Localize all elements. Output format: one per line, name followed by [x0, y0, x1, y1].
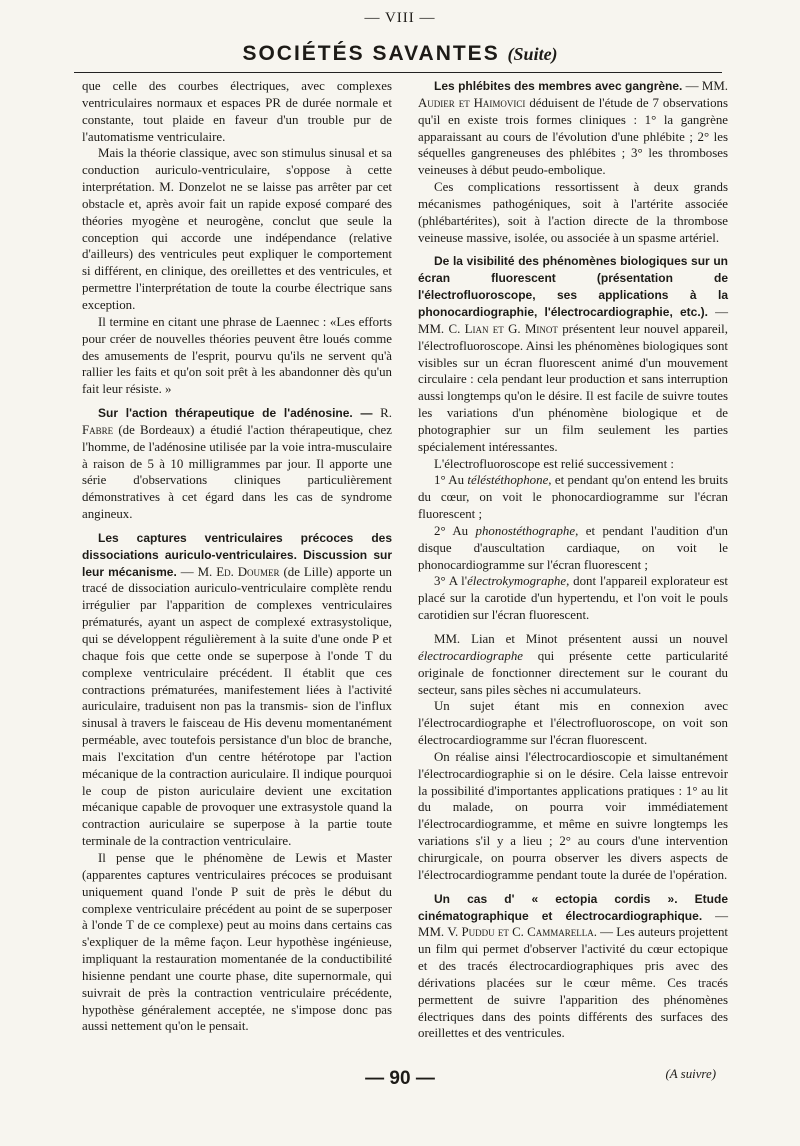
paragraph: 2° Au phonostéthographe, et pendant l'audition d'un disque d'auscultation cardiaque, on voit le phonocardiogramme sur l'écran fluorescent ; [418, 523, 728, 572]
section-header [0, 42, 800, 66]
paragraph-adenosine [82, 405, 392, 523]
header-title: SOCIÉTÉS SAVANTES [242, 42, 500, 65]
dash: — MM. [418, 908, 728, 940]
page-number-bottom: — 90 — [365, 1068, 435, 1089]
paragraph: L'électrofluoroscope est relié successivement : [434, 456, 674, 471]
paragraph: que celle des courbes électriques, avec complexes ventriculaires normaux et espaces PR de durée normale et constante, tout plaide en faveur d'un trouble pur de l'automatisme ventriculaire. [82, 79, 392, 144]
a-suivre: (A suivre) [665, 1067, 716, 1082]
dash: — MM. [682, 79, 729, 93]
paragraph-phlebites [418, 78, 728, 179]
page-number-top: — VIII — [364, 10, 436, 26]
author: V. Puddu et C. Cammarella [447, 925, 594, 940]
article-text: (de Bordeaux) a étudié l'action thérapeutique, chez l'homme, de l'adénosine utilisée par la voie intra-musculaire à raison de 5 à 10 milligrammes par jour. Il apporte une série d'observations cliniques particulièrement démonstratives à cet égard dans les cas de syndrome angineux. [82, 422, 392, 522]
paragraph: Il termine en citant une phrase de Laennec : «Les efforts pour créer de nouvelles théories peuvent être loués comme des amusements de l'esprit, pourvu qu'ils ne servent qu'à rallier les faits et qu'on soit prêt à les abandonner dès qu'un fait leur résiste. » [82, 314, 392, 397]
paragraph: MM. Lian et Minot présentent aussi un nouvel électrocardiographe qui présente cette particularité originale de fonctionner directement sur le courant du secteur, sans piles sèches ni accumulateurs. [418, 632, 728, 697]
article-text: (de Lille) apporte un tracé de dissociation auriculo-ventriculaire complète rendu irrégulier par l'apparition de complexes ventriculaires prématurés, ayant un aspect de complexé extrasystolique, qui se développent régulièrement à la suite d'une onde P et chaque fois que cette onde se superpose à l'onde T du complexe ventriculaire précédent. Il établit que ces contractions prématurées, manifestement liées à l'activité auriculaire, traduisent non pas la transmis- sion de l'influx sinusal à travers le faisceau de His devenu momentanément perméable, avec toutefois persistance d'un bloc de branche, mais l'excitation d'un centre hétérotope par l'action mécanique de la contraction auriculaire. Il indique pourquoi le coup de piston auriculaire devient une excitation mécanique capable de provoquer une extrasystole quand la contraction auriculaire se superpose à la partie toute terminale de la contraction ventriculaire. [82, 564, 392, 849]
author: R. Fabre [82, 406, 392, 437]
article-title: Les captures ventriculaires précoces des dissociations auriculo-ventriculaires. Discussion sur leur mécanisme. [82, 530, 392, 579]
article-title: De la visibilité des phénomènes biologiques sur un écran fluorescent (présentation de l'électrofluoroscope, ses applications à la phonocardiographie, l'électrocardiographie, etc.). [418, 254, 728, 319]
author: C. Lian et G. Minot [448, 321, 558, 336]
article-text: déduisent de l'étude de 7 observations qu'il en existe trois formes cliniques : 1° la gangrène apparaissant au cours de l'évolution d'une phlébite ; 2° les séquelles gangreneuses des phlébites ; 3° les thromboses veineuses à début peudo-embolique. [418, 95, 728, 178]
left-column [82, 78, 392, 1035]
author: Ed. Doumer [216, 564, 280, 579]
paragraph: On réalise ainsi l'électrocardioscopie et simultanément l'électrocardiographie si on le désire. Cela laisse entrevoir la possibilité d'importantes applications pratiques : 1° au lit du malade, on pourra voir immédiatement l'électrocardiogramme, et même en suivre longtemps les variations s'il y a lieu ; 2° au cours d'une intervention chirurgicale, on pourra observer les divers aspects de l'électrocardiogramme pendant toute la durée de l'opération. [418, 749, 728, 882]
paragraph: 1° Au téléstéthophone, et pendant qu'on entend les bruits du cœur, on voit le phonocardiogramme sur l'écran fluorescent ; [418, 473, 728, 522]
paragraph: Un sujet étant mis en connexion avec l'électrocardiographe et l'électrofluoroscope, on voit son électrocardiogramme sur l'écran fluorescent. [418, 699, 728, 748]
dash: — MM. [418, 304, 728, 336]
paragraph-captures [82, 530, 392, 850]
paragraph: Mais la théorie classique, avec son stimulus sinusal et sa conduction auriculo-ventriculaire, s'oppose à cette interprétation. M. Donzelot ne se laisse pas arrêter par cet obstacle et, après avoir fait un rapide exposé comparé des théories myogène et neurogène, conclut que seule la conception qui accorde une indépendance (relative d'ailleurs) des ventricules peut expliquer le comportement si différent, en clinique, des oreillettes et des ventricules, et permettre l'interprétation de toute la courbe électrique sans exception. [82, 146, 392, 312]
author: Audier et Haimovici [418, 95, 526, 110]
dash: — M. [176, 564, 217, 579]
paragraph: Ces complications ressortissent à deux grands mécanismes pathogéniques, soit à l'artérite associée (phlébartérites), soit à l'action directe de la thrombose veineuse massive, isolée, ou associée à un spasme artériel. [418, 180, 728, 245]
article-title: Sur l'action thérapeutique de l'adénosine. — [98, 406, 373, 421]
paragraph-fluorescent [418, 253, 728, 455]
paragraph-ectopia [418, 891, 728, 1043]
article-text: présentent leur nouvel appareil, l'électrofluoroscope. Ainsi les phénomènes biologiques sont visibles sur un écran fluorescent animé d'un mouvement circulaire : cela pendant leur production et sans interruption aussi longtemps qu'on le désire. Il est facile de suivre toutes les variations d'un phénomène biologique et de photographier sur un film seulement les parties spécialement intéressantes. [418, 321, 728, 454]
article-text: . — Les auteurs projettent un film qui permet d'observer l'activité du cœur ectopique et des tracés électrocardiographiques pris avec des dérivations placées sur le cœur même. Ces tracés permettent de suivre l'apparition des phénomènes électriques dans des points différents des surfaces des oreillettes et des ventricules. [418, 925, 728, 1041]
article-title: Un cas d' « ectopia cordis ». Etude cinématographique et électrocardiographique. [418, 891, 728, 923]
header-rule [74, 72, 722, 73]
paragraph: Il pense que le phénomène de Lewis et Master (apparentes captures ventriculaires précoces se produisant uniquement quand l'onde P suit de près le début du complexe ventriculaire précédent au point de se superposer à l'onde T de ce complexe) peut au moins dans certains cas s'expliquer de la même façon. Leur hypothèse ingénieuse, impliquant la restauration momentanée de la conductibilité hisienne pendant une courte phase, dite supernormale, qui suivrait de près la contraction ventriculaire précédente, hypothèse généralement acceptée, ne s'impose donc pas aussi nettement qu'on le pensait. [82, 850, 392, 1034]
article-title: Les phlébites des membres avec gangrène. [434, 79, 683, 93]
header-suite: (Suite) [507, 44, 558, 64]
right-column [418, 78, 728, 1083]
paragraph: 3° A l'électrokymographe, dont l'appareil explorateur est placé sur la carotide d'un hypertendu, et l'on voit le pouls carotidien sur l'écran fluorescent. [418, 574, 728, 623]
